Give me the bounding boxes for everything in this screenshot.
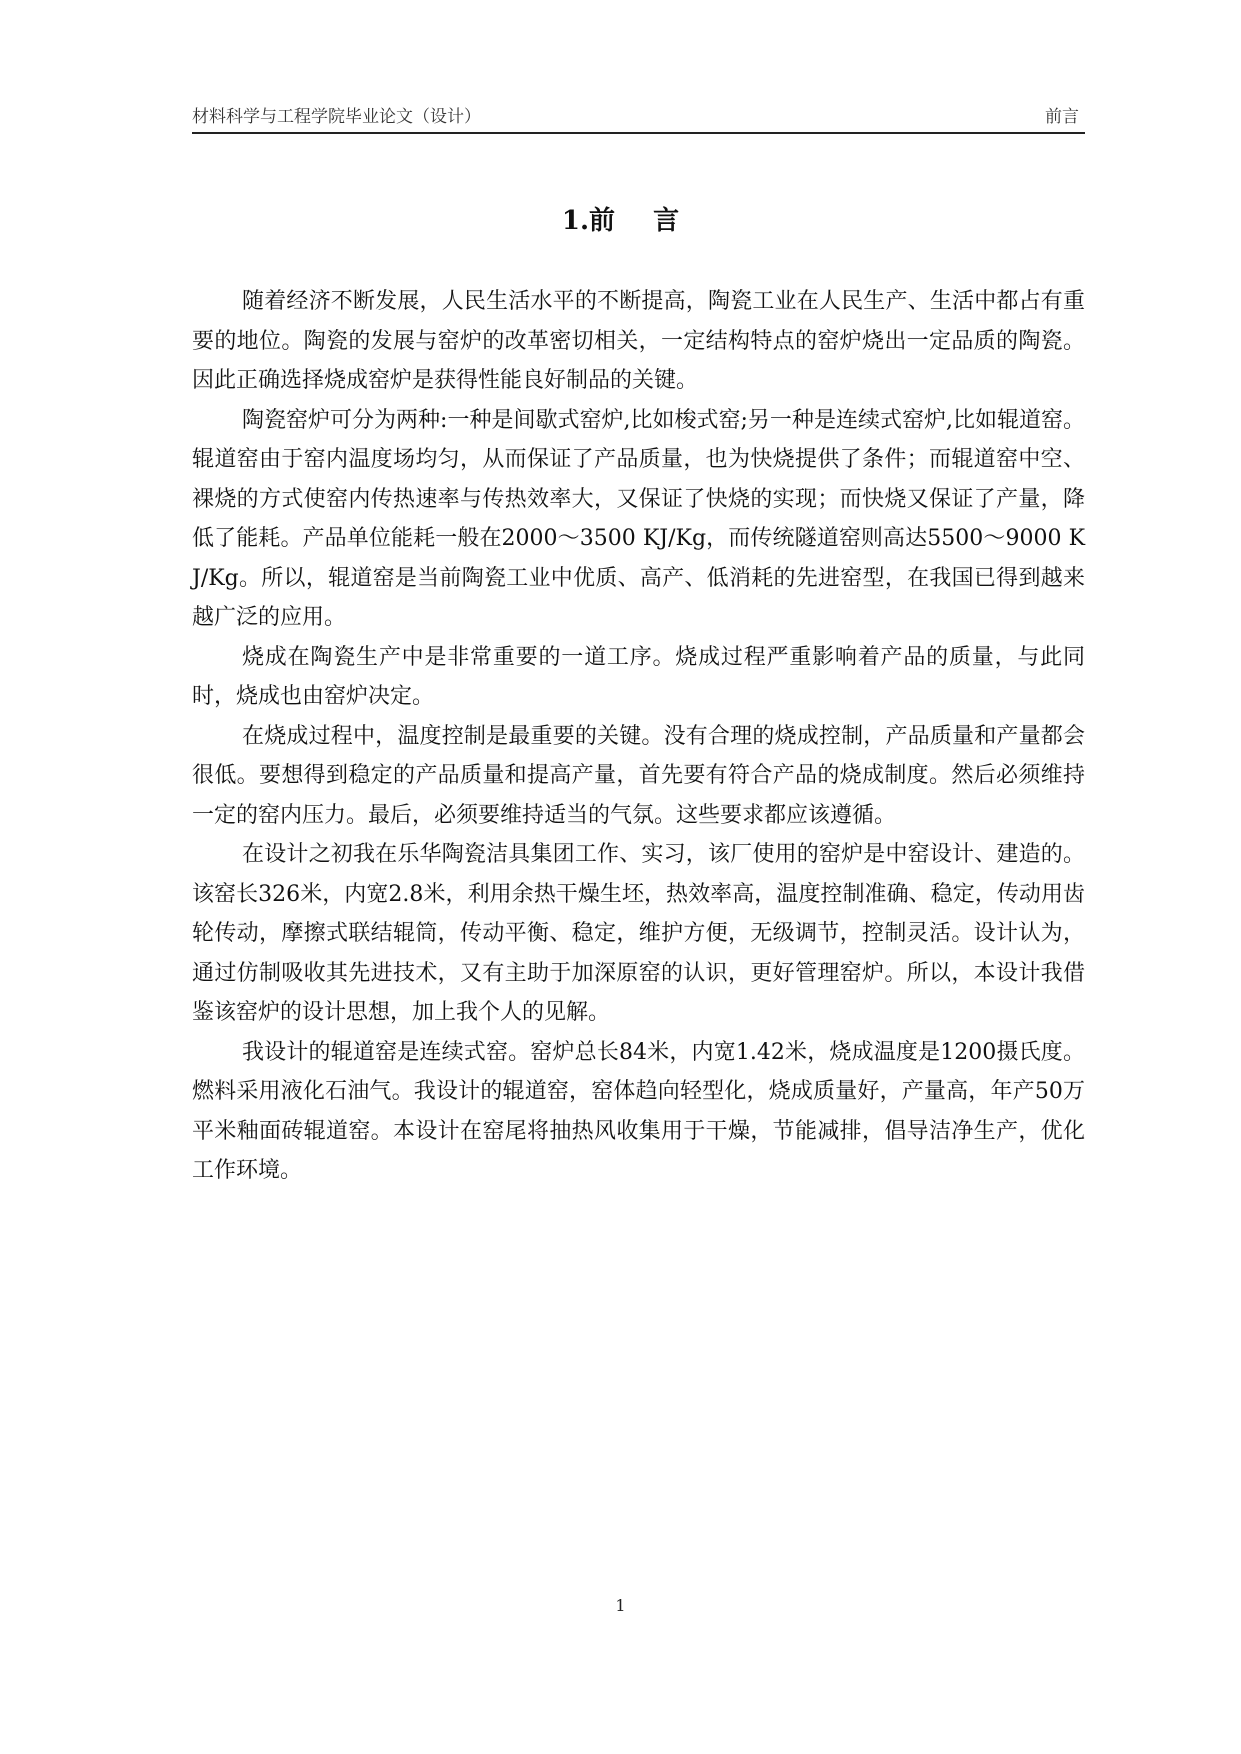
page-header — [192, 98, 1085, 134]
chapter-title — [0, 200, 1241, 237]
page-number: 1 — [615, 1596, 626, 1615]
paragraph-1: 随着经济不断发展，人民生活水平的不断提高，陶瓷工业在人民生产、生活中都占有重要的地位。陶瓷的发展与窑炉的改革密切相关，一定结构特点的窑炉烧出一定品质的陶瓷。因此正确选择烧成窑炉是获得性能良好制品的关键。 — [192, 289, 1085, 393]
chapter-title-word: 言 — [653, 206, 680, 236]
paragraph-3: 烧成在陶瓷生产中是非常重要的一道工序。烧成过程严重影响着产品的质量，与此同时，烧成也由窑炉决定。 — [192, 644, 1085, 709]
paragraph-5: 在设计之初我在乐华陶瓷洁具集团工作、实习，该厂使用的窑炉是中窑设计、建造的。该窑长326米，内宽2.8米，利用余热干燥生坯，热效率高，温度控制准确、稳定，传动用齿轮传动，摩擦式联结辊筒，传动平衡、稳定，维护方便，无级调节，控制灵活。设计认为，通过仿制吸收其先进技术，又有主助于加深原窑的认识，更好管理窑炉。所以，本设计我借鉴该窑炉的设计思想，加上我个人的见解。 — [192, 842, 1085, 1025]
paragraph-4: 在烧成过程中，温度控制是最重要的关键。没有合理的烧成控制，产品质量和产量都会很低。要想得到稳定的产品质量和提高产量，首先要有符合产品的烧成制度。然后必须维持一定的窑内压力。最后，必须要维持适当的气氛。这些要求都应该遵循。 — [192, 723, 1085, 828]
paragraph-6: 我设计的辊道窑是连续式窑。窑炉总长84米，内宽1.42米，烧成温度是1200摄氏度。燃料采用液化石油气。我设计的辊道窑，窑体趋向轻型化，烧成质量好，产量高，年产50万平米釉面砖辊道窑。本设计在窑尾将抽热风收集用于干燥，节能减排，倡导洁净生产，优化工作环境。 — [192, 1039, 1085, 1183]
header-section-name: 前言 — [1045, 107, 1079, 127]
header-thesis-title: 材料科学与工程学院毕业论文（设计） — [192, 107, 481, 127]
chapter-title-number: 1.前 — [561, 206, 616, 236]
paragraph-2: 陶瓷窑炉可分为两种:一种是间歇式窑炉,比如梭式窑;另一种是连续式窑炉,比如辊道窑。辊道窑由于窑内温度场均匀，从而保证了产品质量，也为快烧提供了条件；而辊道窑中空、裸烧的方式使窑内传热速率与传热效率大，又保证了快烧的实现；而快烧又保证了产量，降低了能耗。产品单位能耗一般在2000～3500 KJ/Kg，而传统隧道窑则高达5500～9000 KJ/Kg。所以，辊道窑是当前陶瓷工业中优质、高产、低消耗的先进窑型，在我国已得到越来越广泛的应用。 — [192, 407, 1086, 630]
body-text — [192, 282, 1085, 1191]
